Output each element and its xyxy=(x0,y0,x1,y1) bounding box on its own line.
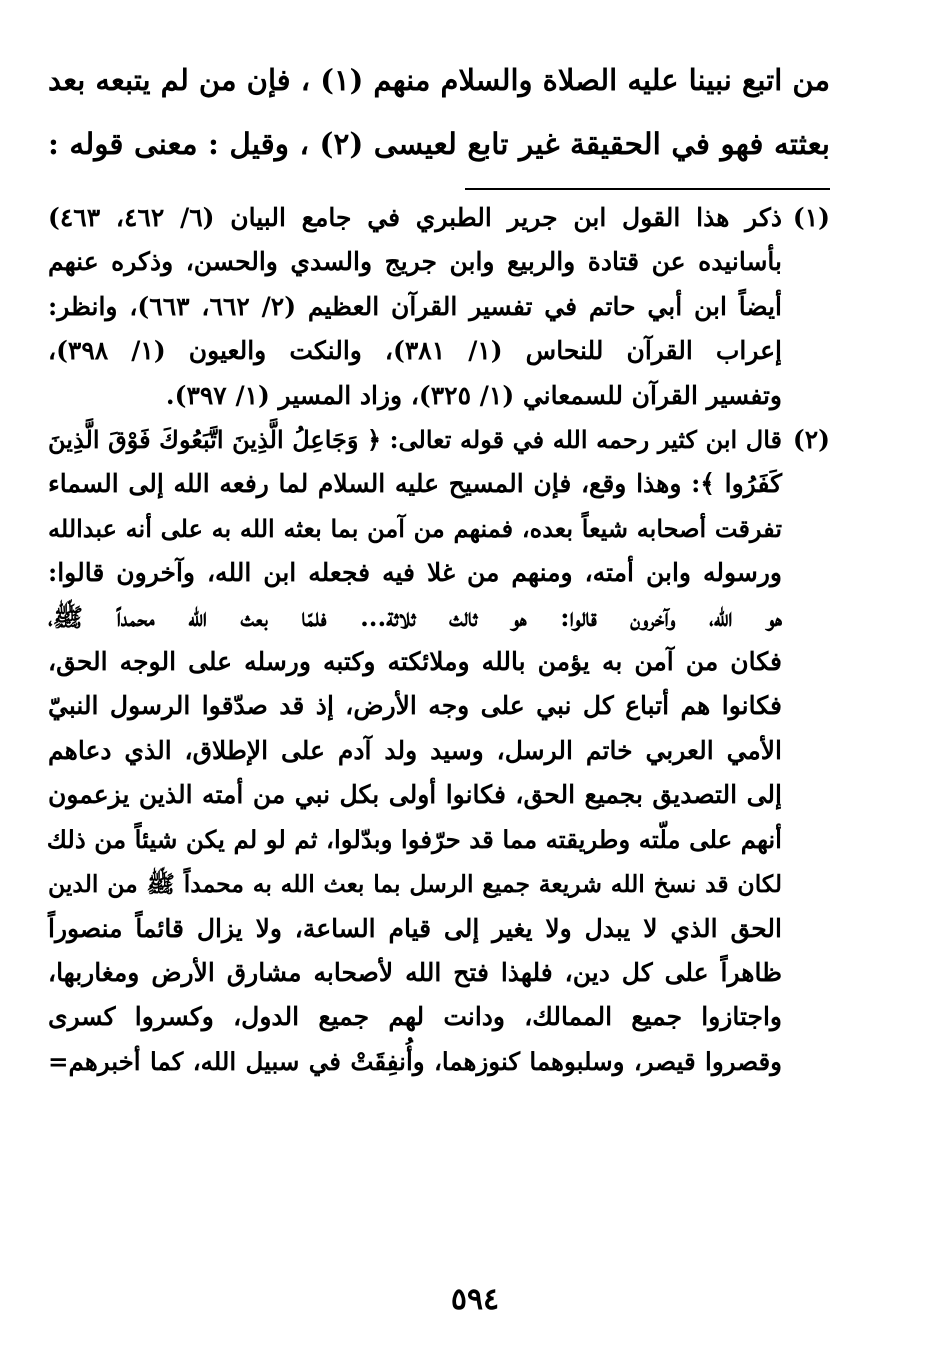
footnote-line: لكان قد نسخ الله شريعة جميع الرسل بما بعث الله به محمداً ﷺ من الدين xyxy=(48,870,782,899)
footnote-1 xyxy=(48,196,830,418)
footnote-line: واجتازوا جميع الممالك، ودانت لهم جميع الدول، وكسروا كسرى xyxy=(48,1002,782,1032)
page-number: ٥٩٤ xyxy=(450,1282,500,1317)
main-text-line: من اتبع نبينا عليه الصلاة والسلام منهم (١) ، فإن من لم يتبعه بعد xyxy=(48,63,831,97)
footnote-line: تفرقت أصحابه شيعاً بعده، فمنهم من آمن بما بعثه الله به على أنه عبدالله xyxy=(48,513,782,543)
footnote-line: إلى التصديق بجميع الحق، فكانوا أولى بكل نبي من أمته الذين يزعمون xyxy=(48,780,782,810)
footnote-line: بأسانيده عن قتادة والربيع وابن جريج والسدي والحسن، وذكره عنهم xyxy=(48,247,782,277)
footnote-line: أيضاً ابن أبي حاتم في تفسير القرآن العظيم (٢/ ٦٦٢، ٦٦٣)، وانظر: xyxy=(48,291,783,321)
footnote-line: وتفسير القرآن للسمعاني (١/ ٣٢٥)، وزاد المسير (١/ ٣٩٧). xyxy=(165,380,782,410)
footnote-2 xyxy=(48,418,830,1084)
footnote-line: أنهم على ملّته وطريقته مما قد حرّفوا وبدّلوا، ثم لو لم يكن شيئاً من ذلك xyxy=(46,824,782,854)
footnote-number: (٢) xyxy=(792,425,830,455)
footnote-number: (١) xyxy=(792,203,830,232)
footnote-line: هو الله، وآخرون قالوا: هو ثالث ثلاثة... فلمّا بعث الله محمداً ﷺ، xyxy=(48,602,782,632)
main-text-line: بعثته فهو في الحقيقة غير تابع لعيسى (٢) ، وقيل : معنى قوله : xyxy=(48,126,831,161)
footnotes xyxy=(48,196,830,1084)
footnote-line: الحق الذي لا يبدل ولا يغير إلى قيام الساعة، ولا يزال قائماً منصوراً xyxy=(48,913,782,943)
footnote-line: وقصروا قيصر، وسلبوهما كنوزهما، وأُنفِقَتْ في سبيل الله، كما أخبرهم= xyxy=(48,1046,782,1076)
footnote-line: فكان من آمن به يؤمن بالله وملائكته وكتبه ورسله على الوجه الحق، xyxy=(48,647,782,677)
footnote-line: قال ابن كثير رحمه الله في قوله تعالى: ﴿ وَجَاعِلُ الَّذِينَ اتَّبَعُوكَ فَوْقَ الَّذِينَ xyxy=(48,425,782,455)
main-text xyxy=(48,48,830,176)
footnote-line: ظاهراً على كل دين، فلهذا فتح الله لأصحابه مشارق الأرض ومغاربها، xyxy=(48,957,782,987)
footnote-line: كَفَرُوا ﴾: وهذا وقع، فإن المسيح عليه السلام لما رفعه الله إلى السماء xyxy=(48,469,782,499)
footnote-line: الأمي العربي خاتم الرسل، وسيد ولد آدم على الإطلاق، الذي دعاهم xyxy=(48,735,782,765)
footnote-line: ذكر هذا القول ابن جرير الطبري في جامع البيان (٦/ ٤٦٢، ٤٦٣) xyxy=(48,203,782,232)
footnote-separator xyxy=(465,188,830,190)
footnote-line: فكانوا هم أتباع كل نبي على وجه الأرض، إذ قد صدّقوا الرسول النبيّ xyxy=(48,691,782,721)
footnote-line: ورسوله وابن أمته، ومنهم من غلا فيه فجعله ابن الله، وآخرون قالوا: xyxy=(48,558,782,588)
footnote-line: إعراب القرآن للنحاس (١/ ٣٨١)، والنكت والعيون (١/ ٣٩٨)، xyxy=(48,336,782,366)
